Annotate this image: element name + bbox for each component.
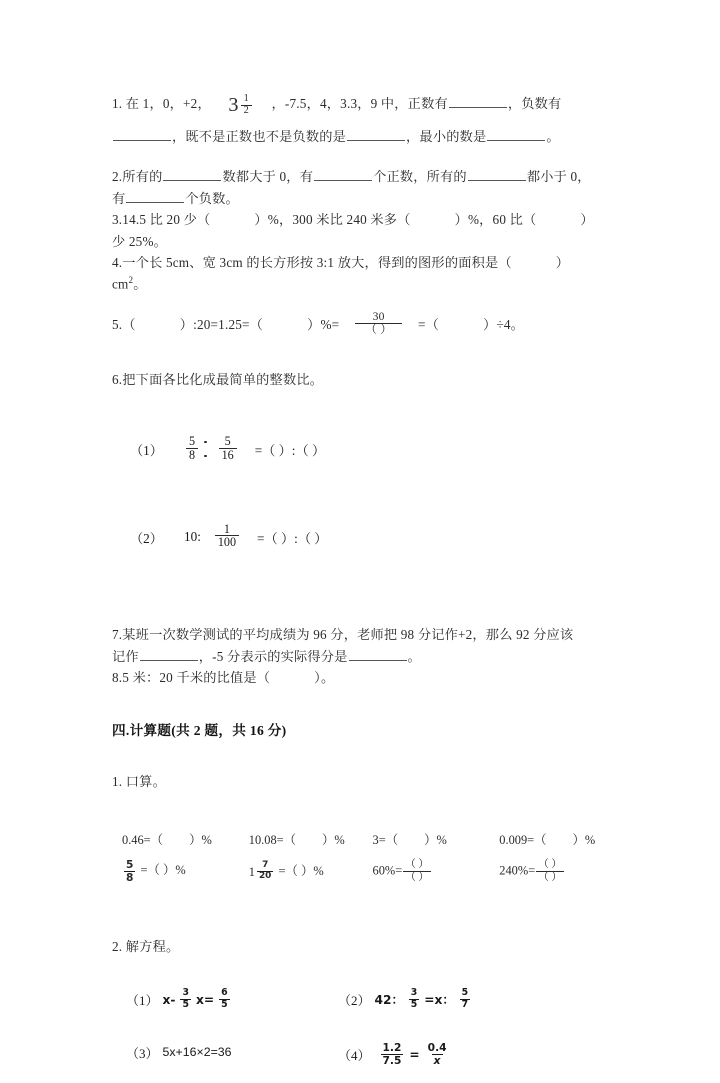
answer-blank[interactable] [126, 190, 184, 203]
equation-4 [338, 1043, 598, 1067]
mixed-number-1-and-7-20 [249, 862, 276, 883]
equation-3 [126, 1043, 338, 1062]
fraction-5-over-8 [124, 859, 135, 883]
oral-tail: ）% [572, 832, 596, 847]
fraction-denominator: 5 [182, 998, 189, 1010]
equation-lhs: 42： [374, 993, 404, 1008]
fraction-5-over-8 [186, 435, 198, 461]
question-5-t3: ）%= [307, 317, 340, 333]
sub-2-tail[interactable]: =（ ）:（ ） [257, 530, 328, 546]
fraction-numerator: 5 [461, 987, 469, 999]
fraction-numerator: 6 [221, 987, 228, 999]
question-1 [112, 86, 620, 149]
question-7-t1: 某班一次数学测试的平均成绩为 96 分，老师把 98 分记作+2，那么 92 分应该 [122, 627, 574, 643]
fraction-numerator: 1.2 [382, 1041, 402, 1055]
oral-expr: 0.46=（ [122, 832, 164, 847]
question-8-number: 8. [112, 670, 123, 686]
fraction-numerator-blank[interactable]: （ ） [405, 858, 429, 870]
question-3 [112, 209, 620, 252]
fraction-denominator: 5 [410, 998, 418, 1010]
percent-lhs: 60%= [372, 863, 403, 878]
fraction-numerator: 5 [189, 434, 196, 449]
mixed-numerator: 1 [243, 92, 250, 104]
oral-item [373, 859, 500, 884]
answer-blank[interactable] [314, 168, 372, 181]
question-4-t2: ） [555, 254, 570, 270]
square-superscript: 2 [128, 275, 134, 286]
oral-expr: 10.08=（ [248, 832, 297, 847]
question-5-t2: ）:20=1.25=（ [179, 317, 264, 333]
sub-2-lhs: 10: [184, 529, 201, 545]
answer-blank[interactable] [487, 128, 545, 141]
fraction-3-over-5 [180, 988, 191, 1010]
answer-blank[interactable] [163, 168, 221, 181]
oral-expr: 0.009=（ [499, 832, 547, 847]
fraction-numerator: 3 [182, 987, 189, 999]
fraction-denominator: 100 [215, 535, 239, 549]
answer-blank[interactable] [349, 648, 407, 661]
question-3-t3: ）%，60 比（ [454, 212, 537, 228]
question-8 [112, 667, 620, 688]
question-5-number: 5. [112, 317, 123, 333]
oral-item [122, 859, 249, 883]
oral-tail[interactable]: =（ ）% [278, 863, 324, 878]
question-1-text-e: ，最小的数是 [406, 129, 487, 145]
equation-row-2 [126, 1043, 620, 1083]
oral-item [122, 830, 249, 848]
answer-blank[interactable] [140, 648, 198, 661]
oral-item [373, 830, 500, 848]
question-5 [112, 309, 620, 337]
equation-label: （3） [126, 1045, 159, 1061]
oral-item [249, 861, 373, 882]
oral-calc-row-1 [122, 824, 620, 854]
oral-tail: ）% [424, 832, 447, 847]
equation-expression: 5x+16×2=36 [162, 1045, 232, 1060]
question-2-t4: 都小于 0， [526, 169, 591, 185]
question-5-t1: （ [122, 317, 136, 333]
question-8-t1: 5 米：20 千米的比值是（ [122, 670, 271, 686]
fraction-numerator: 3 [410, 987, 418, 999]
fraction-1-2-over-7-5 [381, 1042, 404, 1066]
question-4 [112, 252, 620, 295]
section-4-heading: 四.计算题(共 2 题，共 16 分) [112, 722, 287, 738]
question-1-text-d: ，既不是正数也不是负数的是 [172, 129, 347, 145]
fraction-6-over-5 [219, 988, 230, 1010]
equation-row-1 [126, 989, 620, 1029]
mixed-whole: 3 [228, 94, 239, 116]
equation-mid: x= [195, 992, 215, 1007]
oral-calc-row-2 [122, 854, 620, 890]
q2-title: 解方程。 [125, 938, 180, 954]
fraction-numerator: 1 [223, 521, 230, 536]
question-1-text-c: ，负数有 [507, 96, 562, 112]
question-4-t4: 。 [133, 276, 147, 292]
question-3-number: 3. [112, 212, 123, 228]
oral-tail: ）% [322, 832, 345, 847]
fraction-denominator-blank[interactable]: （ ） [538, 871, 562, 883]
fraction-5-over-16 [219, 435, 237, 461]
blank-fraction[interactable] [536, 859, 564, 884]
oral-calc-grid [112, 824, 620, 890]
q1-number: 1. [112, 773, 123, 789]
mixed-denominator: 2 [241, 105, 252, 117]
fraction-numerator: 5 [224, 434, 231, 449]
answer-blank[interactable] [449, 95, 507, 108]
ratio-colon-icon [204, 441, 207, 458]
equation-2 [338, 989, 598, 1011]
sub-1-tail[interactable]: =（ ）:（ ） [254, 443, 326, 459]
question-1-text-f: 。 [546, 129, 560, 145]
equation-1 [126, 989, 338, 1011]
question-3-t1: 14.5 比 20 少（ [122, 212, 211, 228]
oral-tail: ）% [189, 832, 212, 847]
oral-item [499, 830, 620, 848]
oral-item [249, 830, 373, 848]
fraction-denominator-blank[interactable]: （ ） [405, 871, 429, 883]
fraction-numerator: 30 [372, 309, 385, 323]
question-4-number: 4. [112, 254, 123, 270]
fraction-numerator: 0.4 [427, 1041, 447, 1055]
question-6-sub-2 [112, 521, 620, 550]
question-7-t4: 。 [407, 648, 421, 664]
oral-item [499, 859, 620, 884]
mixed-number-3-and-1-2 [228, 86, 254, 124]
question-2 [112, 166, 620, 209]
equation-label: （2） [338, 993, 371, 1009]
oral-expr: 3=（ [372, 832, 399, 847]
answer-blank[interactable] [468, 168, 526, 181]
fraction-denominator: 8 [126, 870, 134, 884]
fraction-denominator: 7.5 [382, 1053, 402, 1067]
question-6 [112, 367, 620, 392]
question-4-unit: cm [112, 276, 129, 292]
question-6-sub-1 [112, 434, 620, 463]
equation-mid: = [409, 1047, 420, 1062]
fraction-denominator: 7 [461, 998, 469, 1010]
section-4-q2-header [112, 934, 620, 959]
question-1-number: 1. [112, 96, 123, 112]
question-4-t1: 一个长 5cm、宽 3cm 的长方形按 3:1 放大，得到的图形的面积是（ [122, 254, 512, 270]
question-3-t5: 少 25%。 [112, 233, 168, 249]
question-5-t4: =（ [418, 317, 440, 333]
answer-blank[interactable] [347, 128, 405, 141]
question-2-t2: 数都大于 0，有 [222, 169, 314, 185]
equation-label: （4） [338, 1048, 371, 1064]
question-7-t2: 记作 [112, 648, 139, 664]
q2-number: 2. [112, 938, 123, 954]
question-6-number: 6. [112, 372, 123, 388]
mixed-numerator: 7 [262, 860, 269, 871]
question-7 [112, 624, 620, 667]
fraction-denominator: 5 [221, 998, 228, 1010]
fraction-numerator-blank[interactable]: （ ） [538, 858, 562, 870]
question-1-text-b: ，-7.5，4，3.3，9 中，正数有 [271, 96, 448, 112]
fraction-5-over-7 [460, 988, 471, 1010]
mixed-whole: 1 [248, 864, 255, 879]
equation-label: （1） [126, 993, 159, 1009]
fraction-3-over-5 [409, 988, 420, 1010]
fraction-denominator: 16 [219, 448, 237, 462]
equation-mid: =x： [424, 993, 455, 1008]
question-1-text-a: 在 1，0，+2， [125, 96, 211, 112]
question-6-title: 把下面各比化成最简单的整数比。 [122, 372, 324, 388]
sub-label-2: （2） [130, 530, 163, 546]
question-7-t3: ，-5 分表示的实际得分是 [198, 648, 348, 664]
mixed-denominator: 20 [258, 871, 272, 882]
q1-title: 口算。 [125, 773, 166, 789]
question-8-t2: ）。 [314, 670, 335, 686]
fraction-denominator: 8 [186, 448, 198, 462]
fraction-denominator-blank[interactable]: （ ） [355, 323, 402, 336]
fraction-numerator: 5 [126, 857, 134, 871]
sub-label-1: （1） [130, 443, 163, 459]
question-2-t1: 所有的 [122, 169, 163, 185]
fraction-denominator: x [433, 1053, 441, 1067]
percent-lhs: 240%= [499, 863, 536, 878]
equation-lhs: x- [162, 992, 176, 1007]
answer-blank[interactable] [113, 128, 171, 141]
question-3-t4: ） [580, 212, 594, 228]
question-5-t5: ）÷4。 [483, 317, 525, 333]
equations-grid [112, 989, 620, 1083]
fraction-30-over-blank [355, 311, 402, 336]
question-2-t5: 有 [112, 190, 126, 206]
question-2-t6: 个负数。 [185, 190, 239, 206]
section-4-q1-header [112, 769, 620, 794]
question-7-number: 7. [112, 627, 123, 643]
oral-tail[interactable]: =（ ）% [140, 863, 186, 878]
fraction-1-over-100 [215, 523, 239, 549]
question-3-t2: ）%，300 米比 240 米多（ [254, 212, 411, 228]
question-2-t3: 个正数，所有的 [373, 169, 467, 185]
blank-fraction[interactable] [403, 859, 431, 884]
question-2-number: 2. [112, 169, 123, 185]
fraction-0-4-over-x [426, 1042, 449, 1066]
